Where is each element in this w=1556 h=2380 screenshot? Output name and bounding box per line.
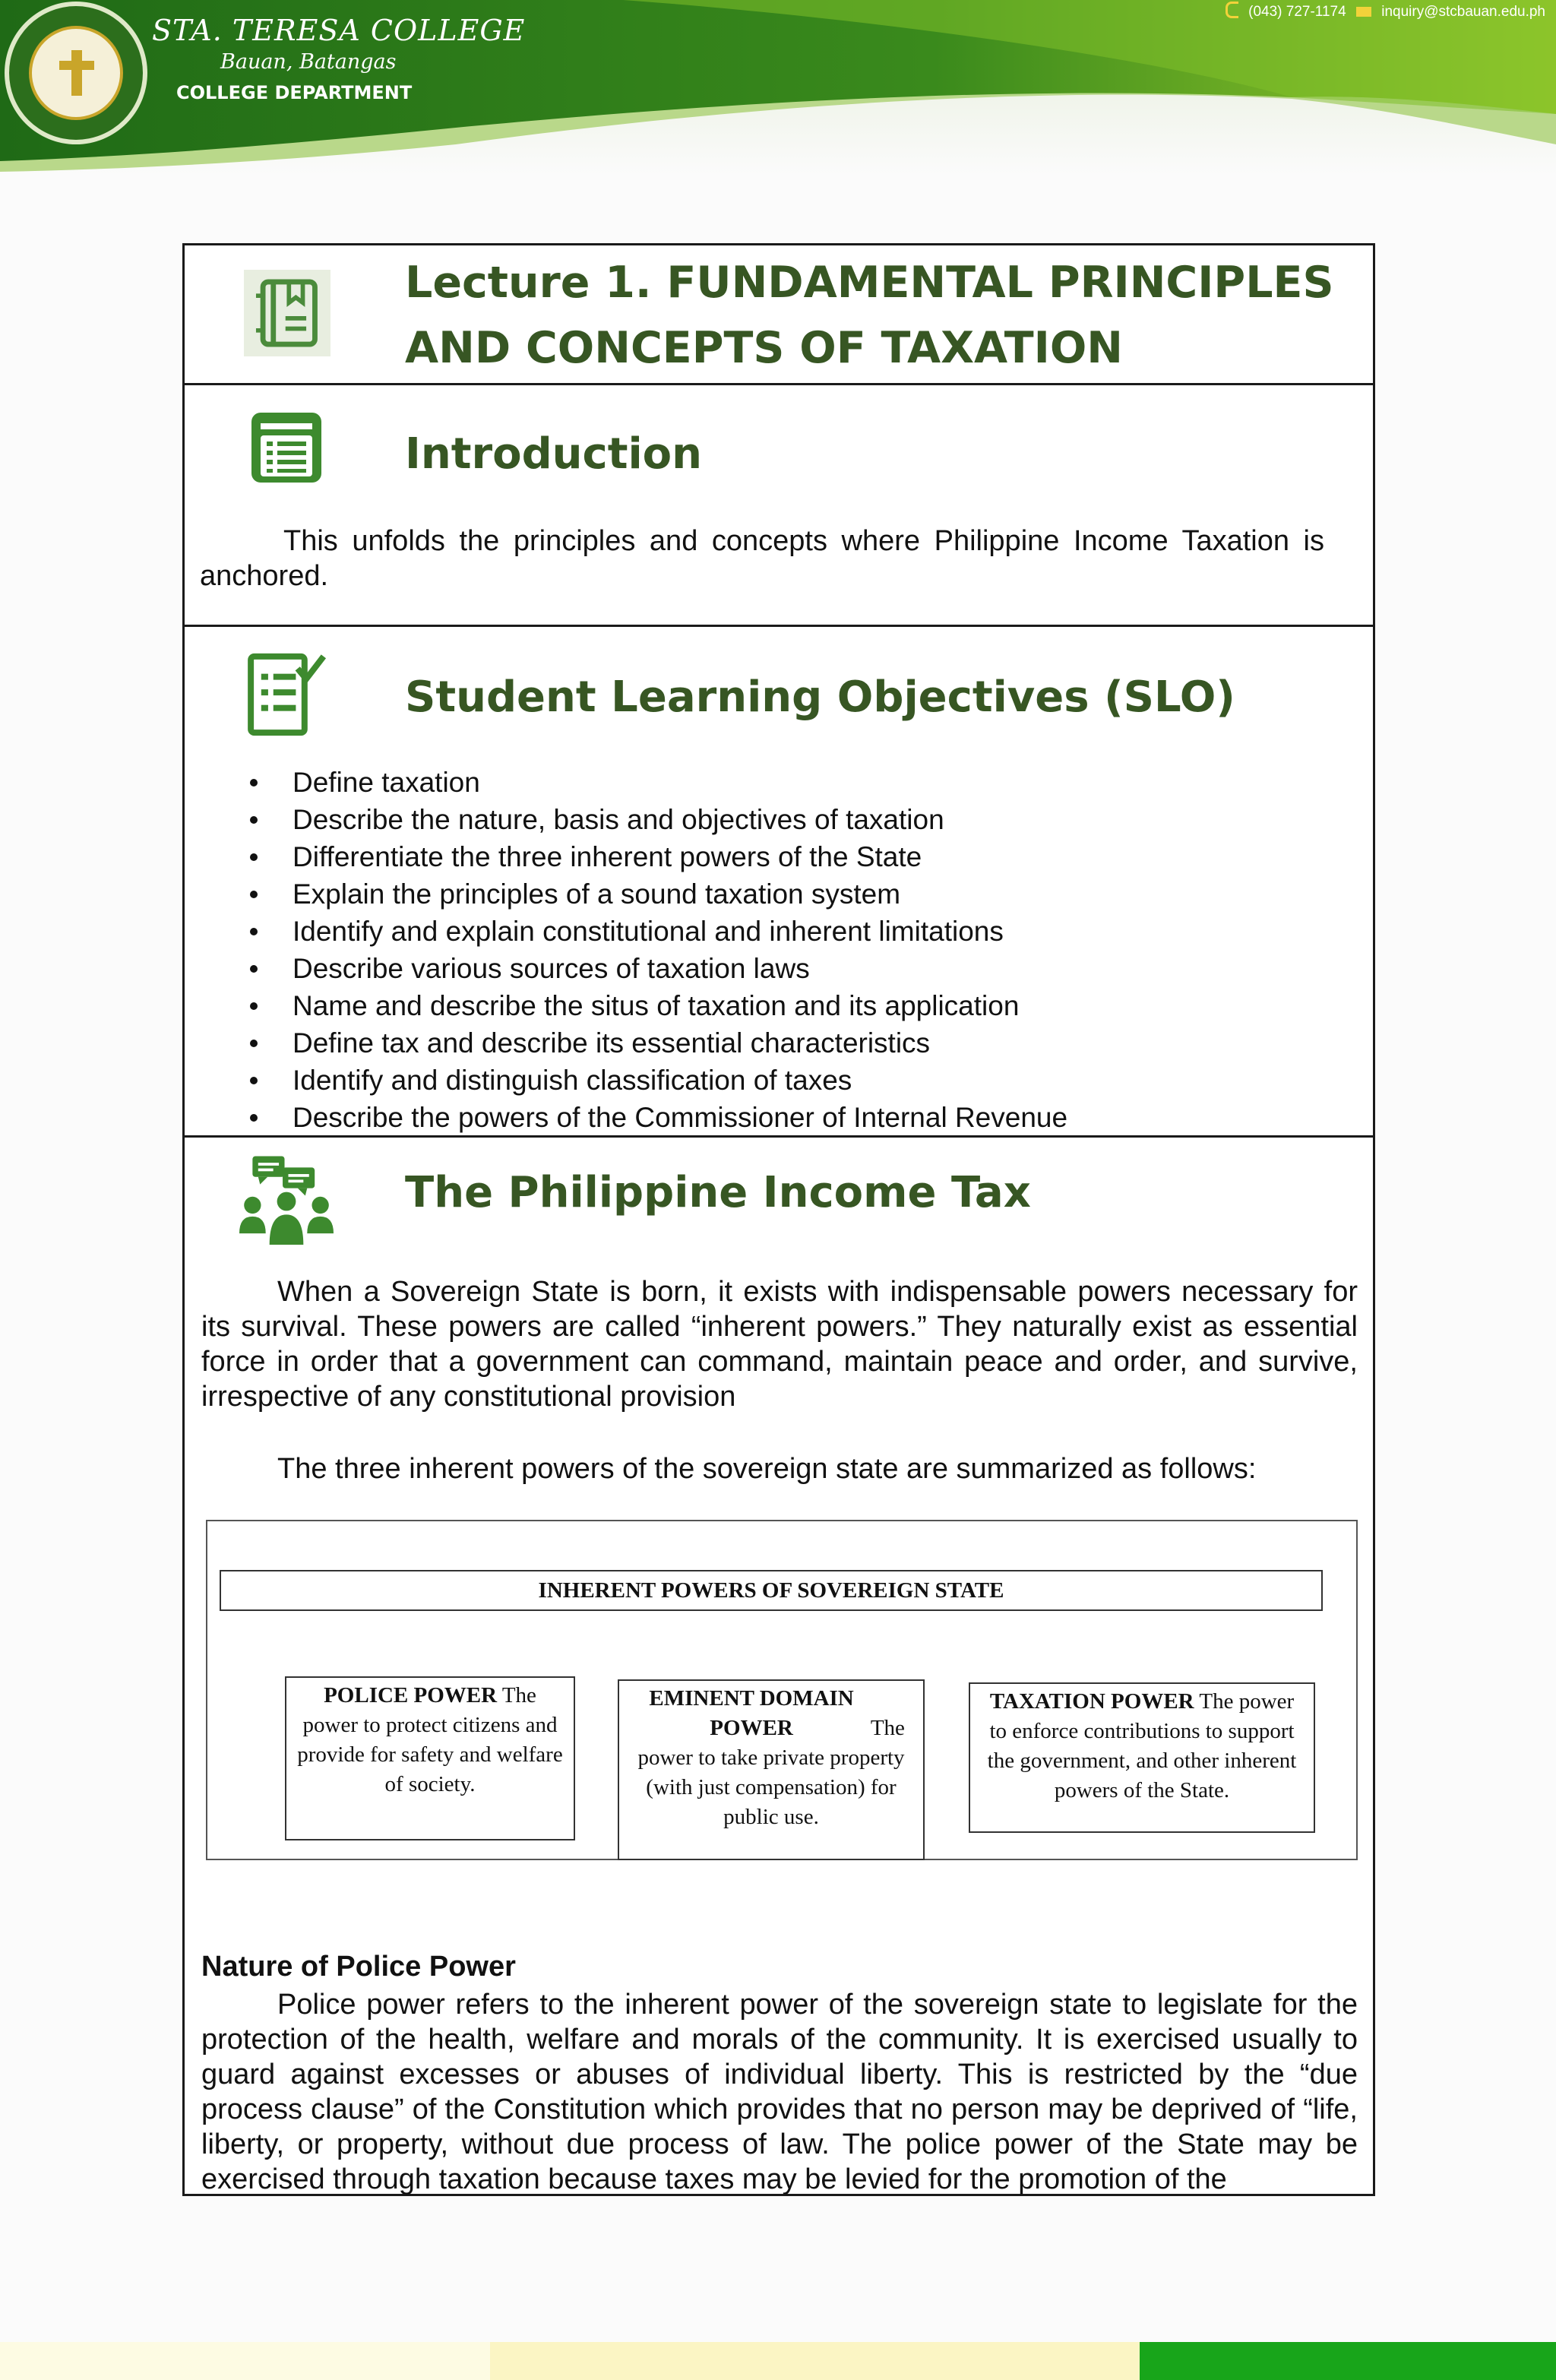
inherent-powers-diagram [206, 1520, 1358, 1860]
department-name: COLLEGE DEPARTMENT [176, 82, 413, 103]
income-tax-intro-line: The three inherent powers of the sovereign state are summarized as follows: [277, 1453, 1257, 1485]
list-document-icon [248, 410, 324, 486]
group-discussion-icon [239, 1154, 334, 1249]
police-power-subheading: Nature of Police Power [201, 1951, 516, 1983]
list-item: Define taxation [293, 764, 1067, 801]
list-item: Describe the nature, basis and objectives of taxation [293, 801, 1067, 838]
list-item: Differentiate the three inherent powers of the State [293, 838, 1067, 875]
checklist-icon [244, 651, 330, 738]
list-item: Identify and distinguish classification of taxes [293, 1062, 1067, 1099]
income-tax-paragraph: When a Sovereign State is born, it exists with indispensable powers necessary for its survival. These powers are called “inherent powers.” They naturally exist as essential force in order that a government can command, maintain peace and order, and survive, irrespective of any constitutional provision [201, 1276, 1358, 1413]
objectives-list [185, 764, 1067, 1136]
eminent-domain-box: EMINENT DOMAIN POWER The power to take private property (with just compensation) for public use. [618, 1679, 925, 1860]
taxation-power-box: TAXATION POWER The power to enforce contributions to support the government, and other inherent powers of the State. [969, 1682, 1315, 1833]
introduction-section [185, 385, 1373, 627]
phone-number: (043) 727-1174 [1248, 4, 1346, 20]
contact-info [1219, 2, 1545, 21]
income-tax-heading: The Philippine Income Tax [405, 1168, 1031, 1217]
school-name: STA. TERESA COLLEGE [152, 14, 526, 47]
objectives-section [185, 627, 1373, 1138]
objectives-heading: Student Learning Objectives (SLO) [405, 673, 1235, 722]
phone-icon [1226, 2, 1238, 18]
email-address: inquiry@stcbauan.edu.ph [1381, 4, 1545, 20]
income-tax-section [185, 1138, 1373, 2194]
list-item: Name and describe the situs of taxation and its application [293, 987, 1067, 1024]
introduction-text: This unfolds the principles and concepts where Philippine Income Taxation is anchored. [200, 525, 1324, 592]
list-item: Define tax and describe its essential characteristics [293, 1024, 1067, 1062]
lecture-box [182, 243, 1375, 2196]
introduction-heading: Introduction [405, 429, 703, 479]
lecture-title: Lecture 1. FUNDAMENTAL PRINCIPLES AND CONCEPTS OF TAXATION [405, 258, 1334, 373]
list-item: Explain the principles of a sound taxation system [293, 875, 1067, 913]
header-banner [0, 0, 1556, 175]
list-item: Describe the powers of the Commissioner of Internal Revenue [293, 1099, 1067, 1136]
college-seal-logo [9, 6, 143, 140]
book-icon [244, 270, 330, 356]
list-item: Identify and explain constitutional and inherent limitations [293, 913, 1067, 950]
police-power-paragraph: Police power refers to the inherent power of the sovereign state to legislate for the protection of the health, welfare and morals of the community. It is exercised usually to guard against excesses or abuses of individual liberty. This is restricted by the “due process clause” of the Constitution which provides that no person may be deprived of “life, liberty, or property, without due process of law. The police power of the State may be exercised through taxation because taxes may be levied for the promotion of the [201, 1989, 1358, 2195]
list-item: Describe various sources of taxation laws [293, 950, 1067, 987]
diagram-title: INHERENT POWERS OF SOVEREIGN STATE [220, 1570, 1323, 1611]
mail-icon [1356, 7, 1371, 17]
police-power-box: POLICE POWER The power to protect citizens and provide for safety and welfare of society. [285, 1676, 575, 1840]
footer-bar [0, 2342, 1556, 2380]
school-location: Bauan, Batangas [220, 50, 397, 74]
lecture-title-section [185, 245, 1373, 385]
